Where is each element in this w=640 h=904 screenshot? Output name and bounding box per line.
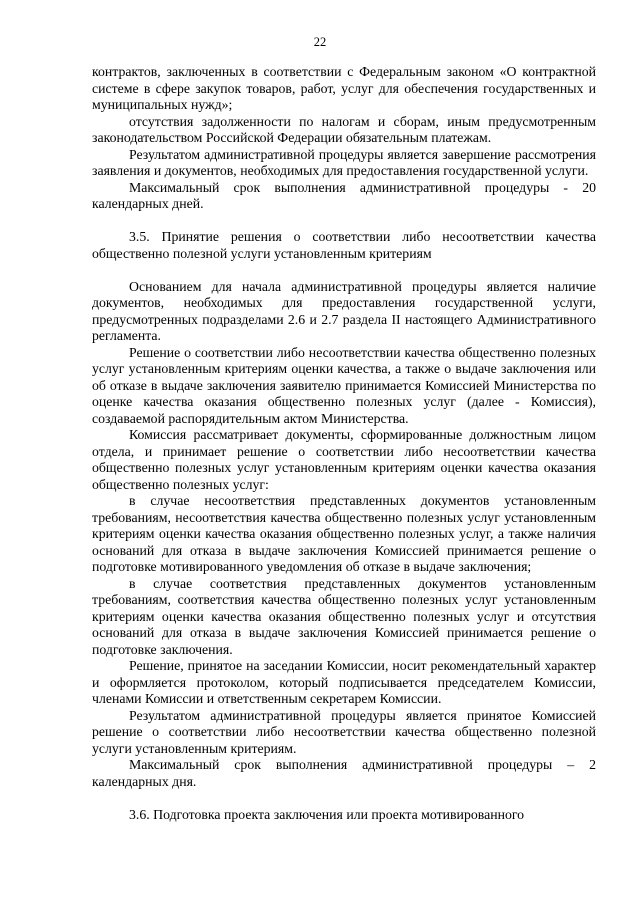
paragraph-case-conformity: в случае соответствия представленных документов установленным требованиям, соответствия качества общественно полезных услуг установленным критериям оценки качества оказания общественно полезных услуг и отсутствия оснований для отказа в выдаче заключения Комиссией принимается решение о подготовке заключения.: [92, 575, 596, 657]
paragraph-result-review: Результатом административной процедуры является завершение рассмотрения заявления и документов, необходимых для предоставления государственной услуги.: [92, 146, 596, 178]
paragraph-protocol: Решение, принятое на заседании Комиссии, носит рекомендательный характер и оформляется протоколом, который подписывается председателем Комиссии, членами Комиссии и ответственным секретарем Комиссии.: [92, 658, 596, 706]
spacer: [92, 790, 596, 807]
paragraph-commission-review: Комиссия рассматривает документы, сформированные должностным лицом отдела, и принимает решение о соответствии либо несоответствии качества общественно полезных услуг установленным критериям оценки качества оказания общественно полезных услуг:: [92, 427, 596, 492]
section-heading-3-6: 3.6. Подготовка проекта заключения или проекта мотивированного: [129, 806, 525, 822]
paragraph-decision-commission: Решение о соответствии либо несоответствии качества общественно полезных услуг установленным критериям оценки качества, а также о выдаче заключения или об отказе в выдаче заключения заявителю принимается Комиссией Министерства по оценке качества оказания общественно полезных услуг (далее - Комиссия), создаваемой распорядительным актом Министерства.: [92, 344, 596, 426]
paragraph-max-term-2: Максимальный срок выполнения административной процедуры – 2 календарных дня.: [92, 757, 596, 789]
paragraph-result-decision: Результатом административной процедуры является принятое Комиссией решение о соответствии либо несоответствии качества общественно полезной услуги установленным критериям.: [92, 707, 596, 756]
page-number: 22: [313, 35, 327, 49]
paragraph-grounds: Основанием для начала административной процедуры является наличие документов, необходимых для предоставления государственной услуги, предусмотренных подразделами 2.6 и 2.7 раздела II настоящего Административного регламента.: [92, 278, 596, 343]
section-heading-3-5: 3.5. Принятие решения о соответствии либо несоответствии качества общественно полезной услуги установленным критериям: [92, 229, 596, 261]
page-body: [92, 64, 596, 823]
paragraph-contracts: контрактов, заключенных в соответствии с Федеральным законом «О контрактной системе в сфере закупок товаров, работ, услуг для обеспечения государственных и муниципальных нужд»;: [92, 64, 596, 112]
paragraph-case-nonconformity: в случае несоответствия представленных документов установленным требованиям, несоответствия качества общественно полезных услуг установленным критериям оценки качества оказания общественно полезных услуг, а также наличия оснований для отказа в выдаче заключения Комиссией принимается решение о подготовке мотивированного уведомления об отказе в выдаче заключения;: [92, 493, 596, 574]
paragraph-no-tax-debt: отсутствия задолженности по налогам и сборам, иным предусмотренным законодательством Российской Федерации обязательным платежам.: [92, 113, 596, 145]
spacer: [92, 213, 596, 230]
spacer: [92, 262, 596, 279]
paragraph-max-term-20: Максимальный срок выполнения административной процедуры - 20 календарных дней.: [92, 179, 596, 211]
